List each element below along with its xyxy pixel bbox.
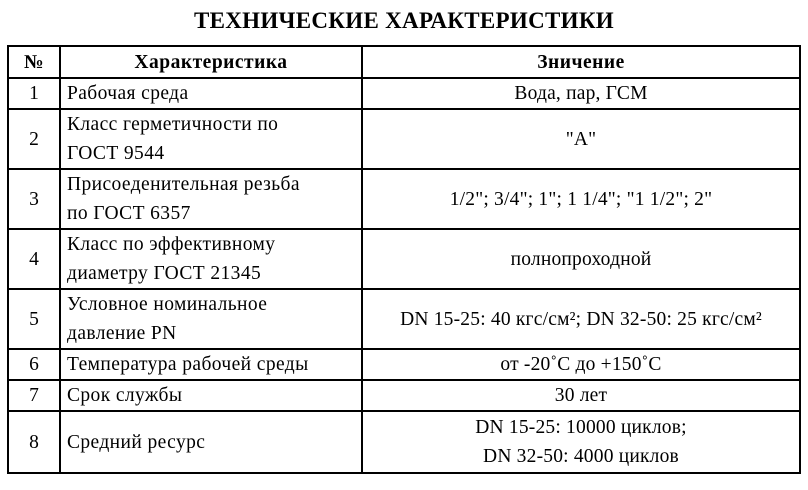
- value-line: Вода, пар, ГСМ: [514, 83, 648, 104]
- row-number: 3: [8, 169, 60, 229]
- row-characteristic: [60, 289, 362, 349]
- row-characteristic: [60, 229, 362, 289]
- row-characteristic: [60, 411, 362, 473]
- row-number: 1: [8, 78, 60, 109]
- table-row: [8, 349, 800, 380]
- row-characteristic: [60, 169, 362, 229]
- value-line: DN 15-25: 40 кгс/см²; DN 32-50: 25 кгс/см²: [400, 308, 762, 330]
- characteristic-line: Условное номинальное: [67, 294, 268, 315]
- value-line: 30 лет: [554, 385, 608, 406]
- characteristic-line: Температура рабочей среды: [67, 354, 309, 375]
- specs-table: [7, 45, 801, 474]
- row-value: [362, 411, 800, 473]
- value-line: полнопроходной: [510, 248, 652, 270]
- row-number: 7: [8, 380, 60, 411]
- header-characteristic: Характеристика: [60, 46, 362, 78]
- value-line: DN 32-50: 4000 циклов: [483, 446, 679, 467]
- row-number: 2: [8, 109, 60, 169]
- characteristic-line: ГОСТ 9544: [67, 143, 165, 164]
- row-number: 8: [8, 411, 60, 473]
- table-row: [8, 169, 800, 229]
- row-value: [362, 380, 800, 411]
- table-row: [8, 78, 800, 109]
- row-value: [362, 169, 800, 229]
- characteristic-line: Срок службы: [67, 385, 183, 406]
- value-line: DN 15-25: 10000 циклов;: [475, 417, 687, 438]
- value-line: "А": [565, 128, 597, 150]
- value-line: 1/2"; 3/4"; 1"; 1 1/4"; "1 1/2"; 2": [449, 188, 713, 210]
- characteristic-line: Класс по эффективному: [67, 234, 276, 255]
- row-number: 6: [8, 349, 60, 380]
- characteristic-line: Средний ресурс: [67, 431, 206, 453]
- row-number: 4: [8, 229, 60, 289]
- page-title: ТЕХНИЧЕСКИЕ ХАРАКТЕРИСТИКИ: [193, 8, 614, 33]
- row-value: [362, 109, 800, 169]
- table-header-row: [8, 46, 800, 78]
- table-row: [8, 380, 800, 411]
- row-characteristic: [60, 109, 362, 169]
- table-row: [8, 229, 800, 289]
- row-number: 5: [8, 289, 60, 349]
- table-row: [8, 109, 800, 169]
- header-number: №: [8, 46, 60, 78]
- row-value: [362, 229, 800, 289]
- table-row: [8, 411, 800, 473]
- characteristic-line: давление PN: [67, 323, 177, 344]
- row-value: [362, 289, 800, 349]
- characteristic-line: Присоеденительная резьба: [67, 174, 300, 195]
- row-value: [362, 349, 800, 380]
- characteristic-line: по ГОСТ 6357: [67, 203, 191, 224]
- row-characteristic: [60, 380, 362, 411]
- row-characteristic: [60, 349, 362, 380]
- characteristic-line: Класс герметичности по: [67, 114, 279, 135]
- value-line: от -20˚С до +150˚С: [500, 354, 662, 375]
- characteristic-line: Рабочая среда: [67, 83, 189, 104]
- characteristic-line: диаметру ГОСТ 21345: [67, 263, 262, 284]
- row-characteristic: [60, 78, 362, 109]
- table-row: [8, 289, 800, 349]
- header-value: Зничение: [362, 46, 800, 78]
- row-value: [362, 78, 800, 109]
